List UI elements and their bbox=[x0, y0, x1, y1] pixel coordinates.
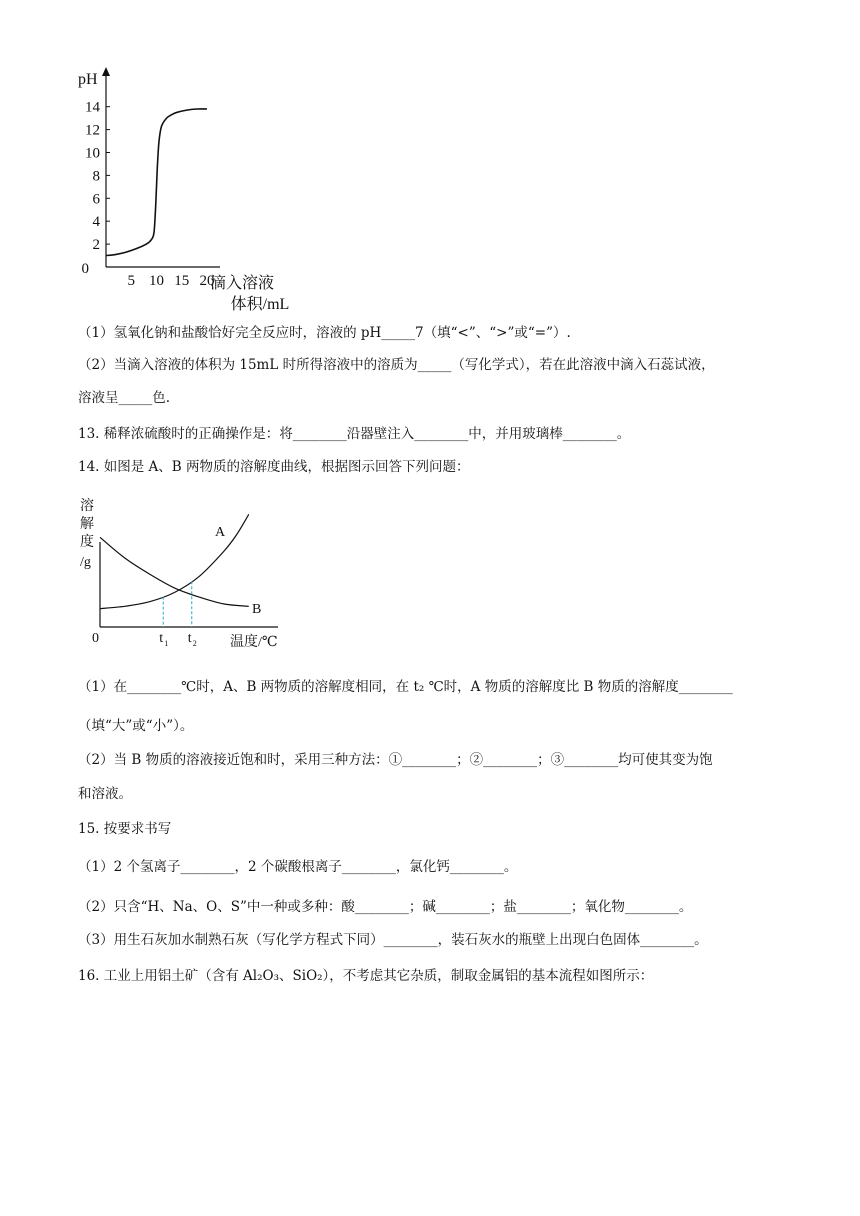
curve-a bbox=[100, 514, 249, 608]
ph-axis-label: pH bbox=[78, 71, 98, 88]
ph-titration-chart bbox=[70, 62, 320, 320]
ph-chart-axes bbox=[102, 67, 220, 267]
curve-b-label: B bbox=[252, 602, 262, 617]
solubility-x-tick-label: t bbox=[159, 631, 164, 646]
question-14-part-1: （1）在________℃时，A、B 两物质的溶解度相同，在 t₂ ℃时，A 物质的溶解度比 B 物质的溶解度________ bbox=[78, 679, 733, 695]
question-12-part-2-cont: 溶液呈_____色. bbox=[78, 390, 171, 406]
solubility-chart bbox=[70, 490, 300, 660]
ph-x-tick-label: 10 bbox=[149, 273, 164, 289]
ph-y-tick-label: 10 bbox=[85, 145, 100, 162]
intersection-dash-lines bbox=[163, 581, 192, 627]
solubility-x-tick-sub: 2 bbox=[192, 639, 197, 648]
ph-curve bbox=[106, 109, 207, 256]
ph-x-axis-label-line1: 滴入溶液 bbox=[209, 275, 275, 292]
question-12-part-2: （2）当滴入溶液的体积为 15mL 时所得溶液中的溶质为_____（写化学式），若在此溶液中滴入石蕊试液， bbox=[78, 357, 715, 373]
ph-y-tick-label: 4 bbox=[92, 214, 100, 231]
ph-y-tick-label: 2 bbox=[92, 237, 100, 254]
solubility-x-axis-label: 温度/℃ bbox=[230, 635, 278, 650]
ph-x-axis-label-line2: 体积/mL bbox=[230, 296, 290, 313]
ph-x-tick-label: 5 bbox=[127, 273, 135, 289]
question-12-part-1: （1）氢氧化钠和盐酸恰好完全反应时，溶液的 pH_____7（填“<”、“>”或“=”）. bbox=[78, 325, 571, 341]
solubility-origin-label: 0 bbox=[92, 631, 99, 646]
curve-a-label: A bbox=[215, 525, 226, 540]
question-15-part-3: （3）用生石灰加水制熟石灰（写化学方程式下同）________，装石灰水的瓶壁上出现白色固体________。 bbox=[78, 932, 708, 948]
question-14-part-1-cont: （填“大”或“小”）。 bbox=[78, 718, 194, 734]
question-15-stem: 15. 按要求书写 bbox=[78, 821, 172, 837]
ph-y-axis-arrow bbox=[102, 67, 110, 76]
question-14-part-2: （2）当 B 物质的溶液接近饱和时，采用三种方法：①________；②________；③________均可使其变为饱 bbox=[78, 752, 713, 768]
solubility-y-label-2: 解 bbox=[80, 517, 94, 532]
question-13: 13. 稀释浓硫酸时的正确操作是：将________沿器壁注入________中，并用玻璃棒________。 bbox=[78, 426, 631, 442]
solubility-x-tick-sub: 1 bbox=[164, 639, 169, 648]
solubility-x-ticks bbox=[159, 631, 197, 648]
question-14-stem: 14. 如图是 A、B 两物质的溶解度曲线，根据图示回答下列问题： bbox=[78, 459, 470, 475]
solubility-y-label-1: 溶 bbox=[80, 499, 94, 514]
solubility-x-tick-label: t bbox=[187, 631, 192, 646]
ph-chart-x-ticks bbox=[128, 273, 215, 289]
ph-origin-label: 0 bbox=[81, 261, 89, 277]
question-15-part-2: （2）只含“H、Na、O、S”中一种或多种：酸________；碱________；盐________；氧化物________。 bbox=[78, 899, 693, 915]
ph-y-tick-label: 6 bbox=[92, 191, 100, 208]
question-15-part-1: （1）2 个氢离子________，2 个碳酸根离子________，氯化钙________。 bbox=[78, 859, 518, 875]
ph-x-tick-label: 15 bbox=[174, 273, 190, 289]
ph-x-tick-label: 20 bbox=[199, 273, 215, 289]
solubility-y-label-4: /g bbox=[80, 555, 91, 570]
question-16-stem: 16. 工业上用铝土矿（含有 Al₂O₃、SiO₂），不考虑其它杂质，制取金属铝的基本流程如图所示： bbox=[78, 968, 654, 984]
ph-y-tick-label: 12 bbox=[85, 122, 100, 139]
ph-y-tick-label: 8 bbox=[92, 168, 100, 185]
question-14-part-2-cont: 和溶液。 bbox=[78, 786, 132, 802]
ph-y-tick-label: 14 bbox=[85, 99, 100, 116]
solubility-y-label-3: 度 bbox=[80, 535, 94, 550]
